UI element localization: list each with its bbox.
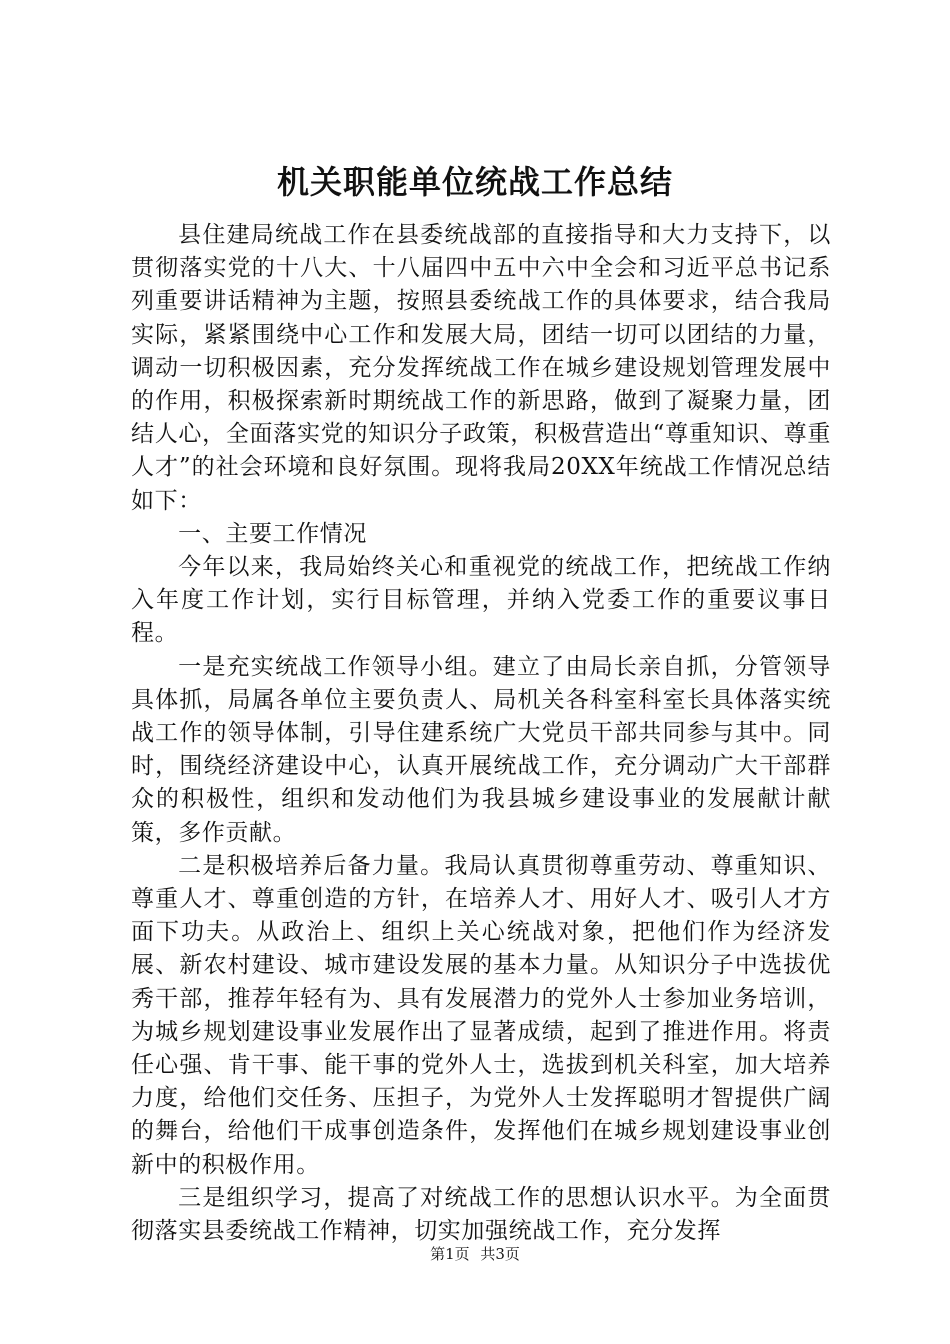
document-title: 机关职能单位统战工作总结 [276, 163, 673, 201]
page-total: 共3页 [480, 1245, 520, 1263]
paragraph-item-1: 一是充实统战工作领导小组。建立了由局长亲自抓，分管领导具体抓，局属各单位主要负责人、局机关各科室科室长具体落实统战工作的领导体制，引导住建系统广大党员干部共同参与其中。同时，围绕经济建设中心，认真开展统战工作，充分调动广大干部群众的积极性，组织和发动他们为我县城乡建设事业的发展献计献策，多作贡献。 [131, 653, 831, 846]
page-number: 第1页 [430, 1245, 470, 1263]
paragraph-item-3: 三是组织学习，提高了对统战工作的思想认识水平。为全面贯彻落实县委统战工作精神，切实加强统战工作，充分发挥 [131, 1184, 831, 1245]
paragraph-item-2: 二是积极培养后备力量。我局认真贯彻尊重劳动、尊重知识、尊重人才、尊重创造的方针，在培养人才、用好人才、吸引人才方面下功夫。从政治上、组织上关心统战对象，把他们作为经济发展、新农村建设、城市建设发展的基本力量。从知识分子中选拔优秀干部，推荐年轻有为、具有发展潜力的党外人士参加业务培训，为城乡规划建设事业发展作出了显著成绩，起到了推进作用。将责任心强、肯干事、能干事的党外人士，选拔到机关科室，加大培养力度，给他们交任务、压担子，为党外人士发挥聪明才智提供广阔的舞台，给他们干成事创造条件，发挥他们在城乡规划建设事业创新中的积极作用。 [131, 852, 831, 1178]
page-footer [0, 1244, 950, 1264]
paragraph-intro: 县住建局统战工作在县委统战部的直接指导和大力支持下，以贯彻落实党的十八大、十八届四中五中六中全会和习近平总书记系列重要讲话精神为主题，按照县委统战工作的具体要求，结合我局实际，紧紧围绕中心工作和发展大局，团结一切可以团结的力量，调动一切积极因素，充分发挥统战工作在城乡建设规划管理发展中的作用，积极探索新时期统战工作的新思路，做到了凝聚力量，团结人心，全面落实党的知识分子政策，积极营造出“尊重知识、尊重人才”的社会环境和良好氛围。现将我局20XX年统战工作情况总结如下： [131, 222, 831, 514]
document-body [131, 219, 831, 1248]
section-heading: 一、主要工作情况 [178, 520, 367, 547]
paragraph-overview: 今年以来，我局始终关心和重视党的统战工作，把统战工作纳入年度工作计划，实行目标管理，并纳入党委工作的重要议事日程。 [131, 554, 831, 647]
